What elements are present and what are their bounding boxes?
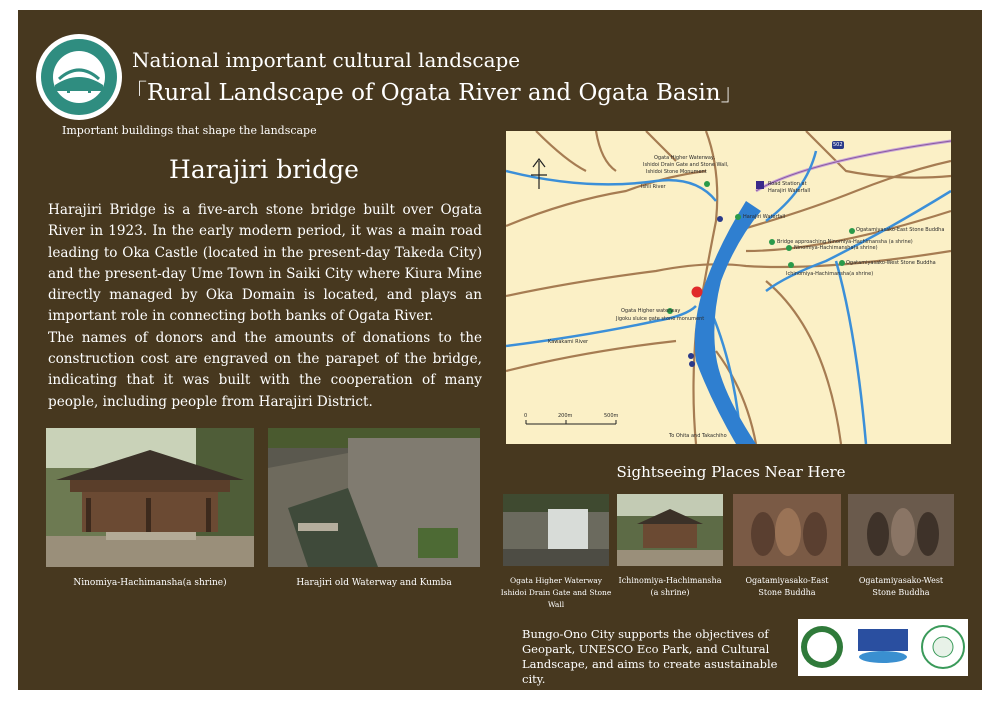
sight-photo-west-buddha [848, 494, 954, 566]
map-label-west-buddha: Ogatamiyasako-West Stone Buddha [846, 260, 936, 266]
sight-caption-2b: (a shrine) [650, 588, 690, 597]
description-paragraph-1: Harajiri Bridge is a five-arch stone bridge built over Ogata River in 1923. In the early modern period, it was a main road leading to Oka Castle (located in the present-day Takeda City) and the present-day Ume Town in Saiki City where Kiura Mine directly managed by Oka Domain is located, and plays an important role in connecting both banks of Ogata River. [48, 202, 482, 325]
section-subheading: Important buildings that shape the landscape [62, 124, 317, 137]
sight-caption-4a: Ogatamiyasako-West [858, 576, 944, 585]
map-label-ishii-river: Ishii River [641, 184, 666, 190]
sight-caption-4b: Stone Buddha [872, 588, 930, 597]
area-map [506, 131, 951, 444]
sight-caption-3a: Ogatamiyasako-East [745, 576, 829, 585]
footer-statement: Bungo-Ono City supports the objectives of Geopark, UNESCO Eco Park, and Cultural Landscape, and aims to create asustainable city. [522, 627, 778, 686]
map-label-higher-waterway: Ogata Higher Waterway, [654, 155, 716, 161]
partner-logos [798, 619, 968, 676]
map-label-road-station-2: Harajiri Waterfall [768, 188, 811, 194]
map-label-waterway-2: Ogata Higher waterway [621, 308, 681, 314]
description-paragraph-2: The names of donors and the amounts of donations to the construction cost are engraved on the parapet of the bridge, indicating that it was built with the cooperation of many people, including people from Harajiri District. [48, 329, 482, 410]
sight-caption-4 [843, 575, 959, 599]
map-label-ichinomiya: Ichinomiya-Hachimansha(a shrine) [786, 271, 874, 277]
sight-caption-1a: Ogata Higher Waterway [510, 576, 602, 585]
photo-caption-waterway: Harajiri old Waterway and Kumba [296, 578, 452, 588]
map-scale-0: 0 [524, 413, 528, 419]
sight-caption-3b: Stone Buddha [758, 588, 816, 597]
sight-photo-east-buddha [733, 494, 841, 566]
map-scale-500: 500m [604, 413, 619, 419]
sight-caption-2 [612, 575, 728, 599]
sight-photo-higher-waterway [503, 494, 609, 566]
map-route-number: 502 [833, 142, 843, 148]
sightseeing-title: Sightseeing Places Near Here [616, 463, 846, 481]
map-label-east-buddha: Ogatamiyasako-East Stone Buddha [856, 227, 945, 233]
map-label-ninomiya: Ninomiya-Hachimansha(a shrine) [794, 245, 878, 251]
sight-photo-ichinomiya [617, 494, 723, 566]
map-label-kawakami-river: Kawakami River [548, 339, 589, 345]
description-text [48, 200, 482, 413]
map-label-to-ohita: To Ohita and Takachiho [669, 433, 727, 439]
sight-caption-3 [728, 575, 846, 599]
map-label-road-station: Road Station at [768, 181, 807, 187]
map-label-ishidoi-monument: Ishidoi Stone Monument [646, 169, 707, 175]
photo-caption-ninomiya: Ninomiya-Hachimansha(a shrine) [73, 578, 227, 588]
sight-caption-2a: Ichinomiya-Hachimansha [618, 576, 722, 585]
header-title: 「Rural Landscape of Ogata River and Ogata Basin」 [124, 80, 744, 106]
cultural-landscape-emblem [36, 34, 122, 120]
sight-caption-1 [493, 575, 619, 611]
photo-ninomiya-shrine [46, 428, 254, 567]
photo-harajiri-waterway [268, 428, 480, 567]
map-label-harajiri-waterfall: Harajiri Waterfall [743, 214, 786, 220]
map-label-jigoku: Jigoku sluice gate stone monument [616, 316, 705, 322]
map-label-ishidoi-drain: Ishidoi Drain Gate and Stone Wall, [643, 162, 729, 168]
map-scale-200: 200m [558, 413, 573, 419]
map-label-bridge-approach: Bridge approaching Ninomiya-Hachimansha (a shrine) [777, 239, 913, 245]
header-subtitle: National important cultural landscape [132, 48, 521, 72]
sight-caption-1b: Ishidoi Drain Gate and Stone Wall [500, 588, 612, 609]
page-title: Harajiri bridge [169, 155, 359, 184]
